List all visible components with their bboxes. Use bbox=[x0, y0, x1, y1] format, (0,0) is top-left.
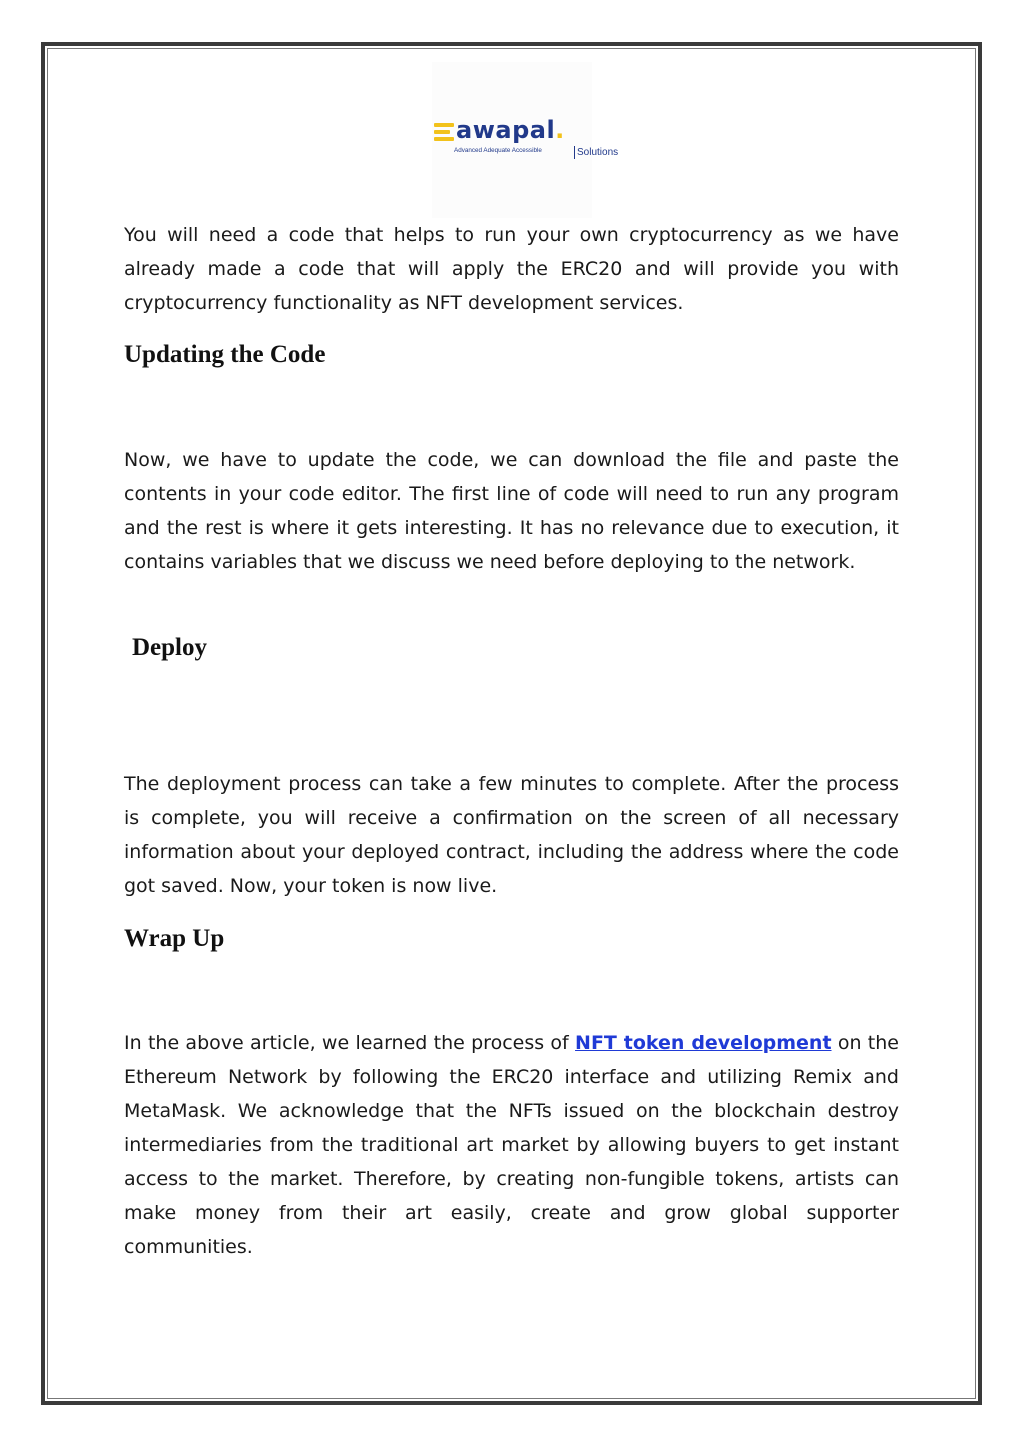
wrap-up-text-start: In the above article, we learned the process of bbox=[124, 1032, 576, 1054]
logo-tagline: Advanced Adequate Accessible bbox=[454, 147, 542, 154]
logo-solutions: Solutions bbox=[574, 146, 618, 159]
company-logo bbox=[432, 62, 619, 218]
section-body-deploy: The deployment process can take a few minutes to complete. After the process is complete, you will receive a confirmation on the screen of all necessary information about your deployed contract, including the address where the code got saved. Now, your token is now live. bbox=[124, 773, 899, 897]
logo-bars-icon bbox=[434, 123, 456, 141]
logo-wordmark: awapal. bbox=[456, 116, 565, 144]
intro-paragraph: You will need a code that helps to run your own cryptocurrency as we have already made a code that will apply the ERC20 and will provide you with cryptocurrency functionality as NFT development services. bbox=[124, 224, 899, 314]
section-body-updating-code: Now, we have to update the code, we can download the file and paste the contents in your code editor. The first line of code will need to run any program and the rest is where it gets interesting. It has no relevance due to execution, it contains variables that we discuss we need before deploying to the network. bbox=[124, 449, 899, 573]
section-heading-deploy: Deploy bbox=[132, 634, 207, 661]
section-heading-updating-code: Updating the Code bbox=[124, 341, 326, 368]
section-body-wrap-up bbox=[124, 1026, 899, 1264]
nft-token-development-link[interactable]: NFT token development bbox=[575, 1032, 832, 1054]
wrap-up-text-end: on the Ethereum Network by following the ERC20 interface and utilizing Remix and MetaMask. We acknowledge that the NFTs issued on the blockchain destroy intermediaries from the traditional art market by allowing buyers to get instant access to the market. Therefore, by creating non-fungible tokens, artists can make money from their art easily, create and grow global supporter communities. bbox=[124, 1032, 899, 1258]
section-heading-wrap-up: Wrap Up bbox=[124, 925, 225, 952]
